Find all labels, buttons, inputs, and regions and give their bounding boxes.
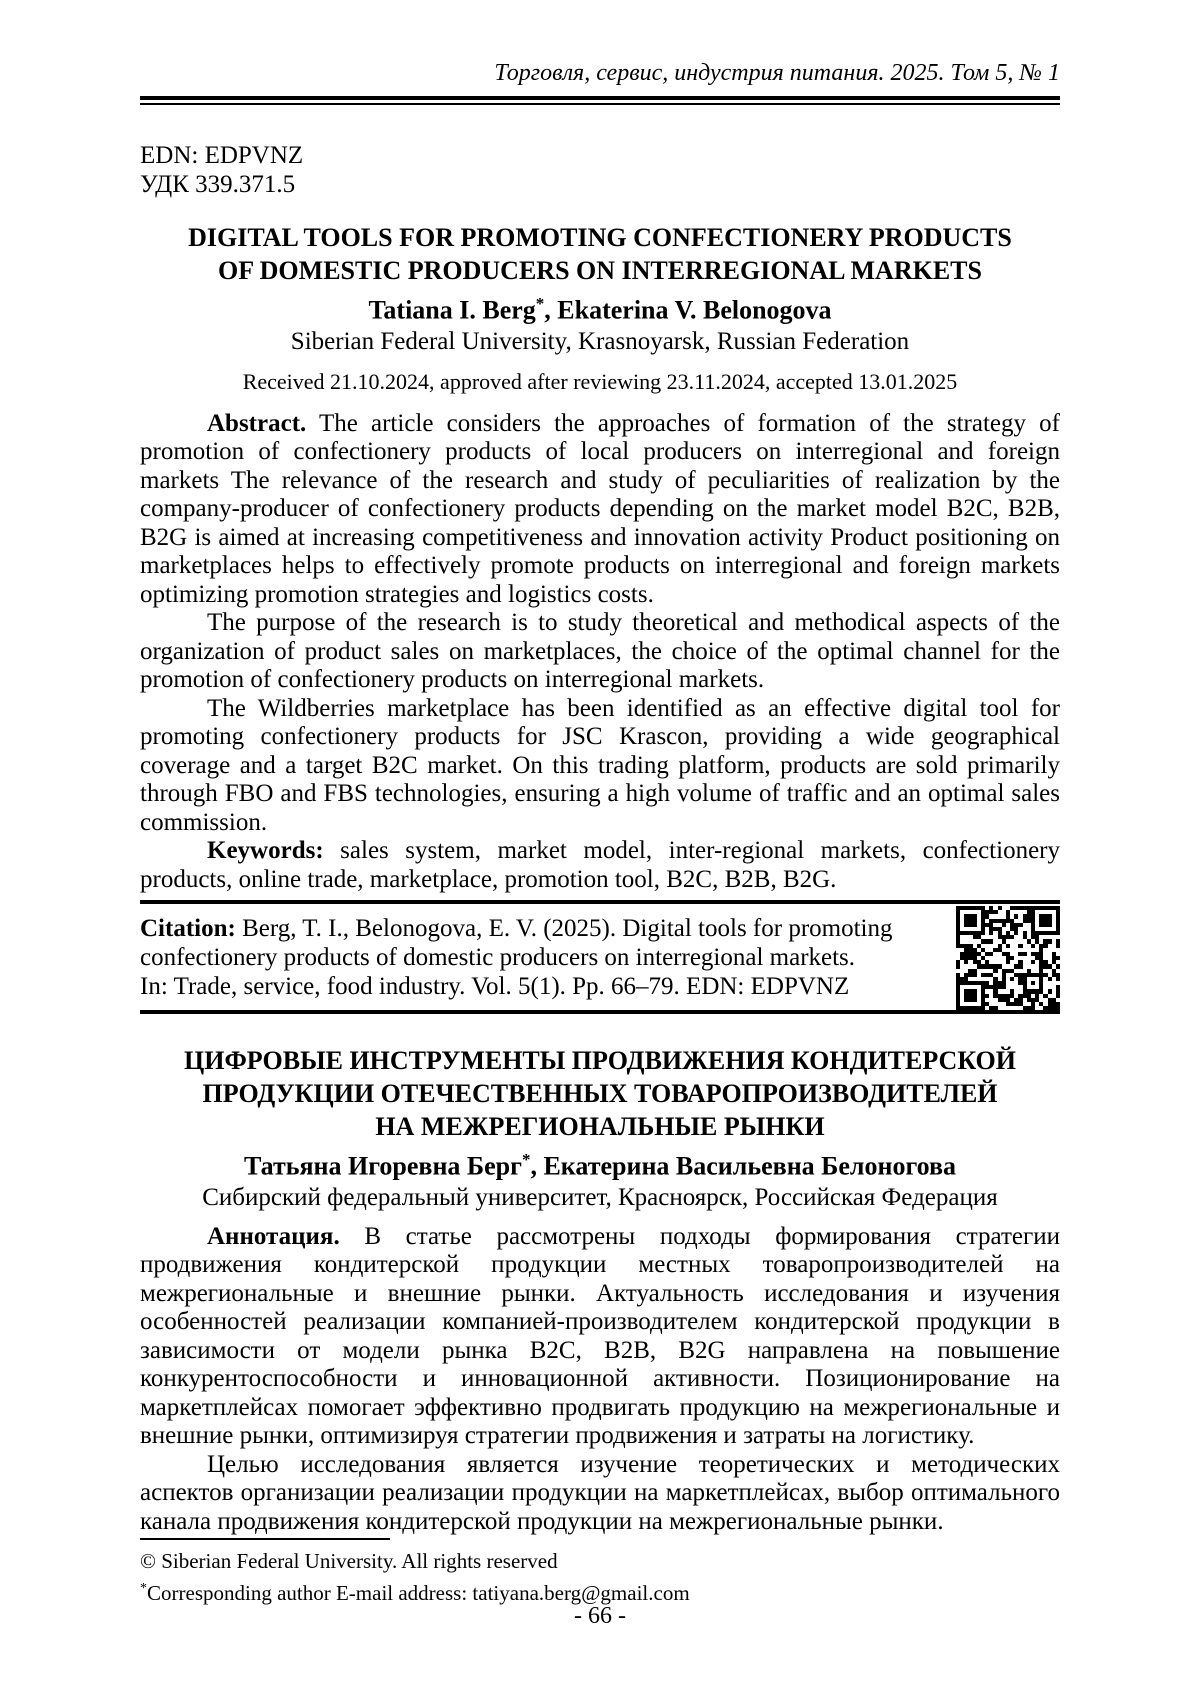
title-ru-line-2: ПРОДУКЦИИ ОТЕЧЕСТВЕННЫХ ТОВАРОПРОИЗВОДИТЕЛЕЙ <box>202 1079 998 1109</box>
author-en-first: Tatiana I. Berg <box>368 295 536 325</box>
page-number: - 66 - <box>574 1603 626 1629</box>
abstract-en-block <box>140 410 1060 895</box>
qr-code-icon <box>956 906 1060 1010</box>
corresponding-author-line: *Corresponding author E-mail address: tatiyana.berg@gmail.com <box>140 1581 690 1606</box>
header-double-rule <box>140 96 1060 105</box>
keywords-en-paragraph: Keywords: sales system, market model, inter-regional markets, confectionery products, online trade, marketplace, promotion tool, B2C, B2B, B2G. <box>140 837 1060 893</box>
abstract-en-label: Abstract. <box>207 409 307 437</box>
authors-en <box>140 287 1060 327</box>
author-ru-first: Татьяна Игоревна Берг <box>243 1151 522 1181</box>
citation-label: Citation: <box>140 915 236 943</box>
article-codes <box>140 141 1060 199</box>
keywords-en-label: Keywords: <box>207 837 324 865</box>
article-title-ru <box>140 1044 1060 1143</box>
journal-header-line: Торговля, сервис, индустрия питания. 2025. Том 5, № 1 <box>494 60 1060 86</box>
footnotes <box>140 1548 1060 1607</box>
received-dates-line: Received 21.10.2024, approved after reviewing 23.11.2024, accepted 13.01.2025 <box>242 368 958 394</box>
author-asterisk-ru: * <box>521 1150 531 1170</box>
citation-section <box>140 900 1060 1014</box>
abstract-en-paragraph-2: The purpose of the research is to study theoretical and methodical aspects of the organization of product sales on marketplaces, the choice of the optimal channel for the promotion of confectionery products on interregional markets. <box>140 609 1060 694</box>
abstract-en-paragraph-3: The Wildberries marketplace has been identified as an effective digital tool for promoting confectionery products for JSC Krascon, providing a wide geographical coverage and a target B2C market. On this trading platform, products are sold primarily through FBO and FBS technologies, ensuring a high volume of traffic and an optimal sales commission. <box>140 694 1060 836</box>
author-en-second: , Ekaterina V. Belonogova <box>544 295 832 325</box>
citation-line-2: confectionery products of domestic producers on interregional markets. <box>140 944 856 972</box>
udk-code: УДК 339.371.5 <box>140 171 296 198</box>
authors-ru <box>140 1143 1060 1183</box>
citation-text <box>140 914 910 1001</box>
title-ru-line-1: ЦИФРОВЫЕ ИНСТРУМЕНТЫ ПРОДВИЖЕНИЯ КОНДИТЕРСКОЙ <box>184 1046 1016 1076</box>
title-en-line-2: OF DOMESTIC PRODUCERS ON INTERREGIONAL MARKETS <box>218 256 982 285</box>
abstract-ru-label: Аннотация. <box>207 1222 340 1250</box>
abstract-ru-block <box>140 1223 1060 1537</box>
author-ru-second: , Екатерина Васильевна Белоногова <box>530 1151 957 1181</box>
abstract-ru-paragraph-2: Целью исследования является изучение теоретических и методических аспектов организации реализации продукции на маркетплейсах, выбор оптимального канала продвижения кондитерской продукции на межрегиональные рынки. <box>140 1450 1060 1535</box>
title-ru-line-3: НА МЕЖРЕГИОНАЛЬНЫЕ РЫНКИ <box>375 1112 825 1142</box>
article-title-en <box>140 221 1060 287</box>
page-content <box>140 0 1060 1607</box>
author-asterisk-en: * <box>535 294 545 313</box>
abstract-ru-paragraph-1: Аннотация. В статье рассмотрены подходы формирования стратегии продвижения кондитерской продукции местных товаропроизводителей на межрегиональные и внешние рынки. Актуальность исследования и изучения особенностей реализации компанией-производителем кондитерской продукции в зависимости от модели рынка B2C, B2B, B2G направлена на повышение конкурентоспособности и инновационной активности. Позиционирование на маркетплейсах помогает эффективно продвигать продукцию на межрегиональные и внешние рынки, оптимизируя стратегии продвижения и затраты на логистику. <box>140 1222 1060 1450</box>
abstract-en-paragraph-1: Abstract. The article considers the approaches of formation of the strategy of promotion of confectionery products of local producers on interregional and foreign markets The relevance of the research and study of peculiarities of realization by the company-producer of confectionery products depending on the market model B2C, B2B, B2G is aimed at increasing competitiveness and innovation activity Product positioning on marketplaces helps to effectively promote products on interregional and foreign markets optimizing promotion strategies and logistics costs. <box>140 409 1060 608</box>
footnote-asterisk: * <box>140 1581 147 1597</box>
copyright-line: © Siberian Federal University. All rights reserved <box>140 1549 558 1574</box>
footnote-separator-rule <box>140 1538 390 1540</box>
title-en-line-1: DIGITAL TOOLS FOR PROMOTING CONFECTIONERY PRODUCTS <box>188 223 1012 252</box>
edn-code: EDN: EDPVNZ <box>140 142 304 169</box>
affiliation-en: Siberian Federal University, Krasnoyarsk, Russian Federation <box>290 327 910 355</box>
citation-line-1: Citation: Berg, T. I., Belonogova, E. V. (2025). Digital tools for promoting <box>140 915 893 943</box>
affiliation-ru: Сибирский федеральный университет, Красноярск, Российская Федерация <box>202 1183 998 1211</box>
citation-line-3: In: Trade, service, food industry. Vol. 5(1). Pp. 66–79. EDN: EDPVNZ <box>140 973 850 1001</box>
